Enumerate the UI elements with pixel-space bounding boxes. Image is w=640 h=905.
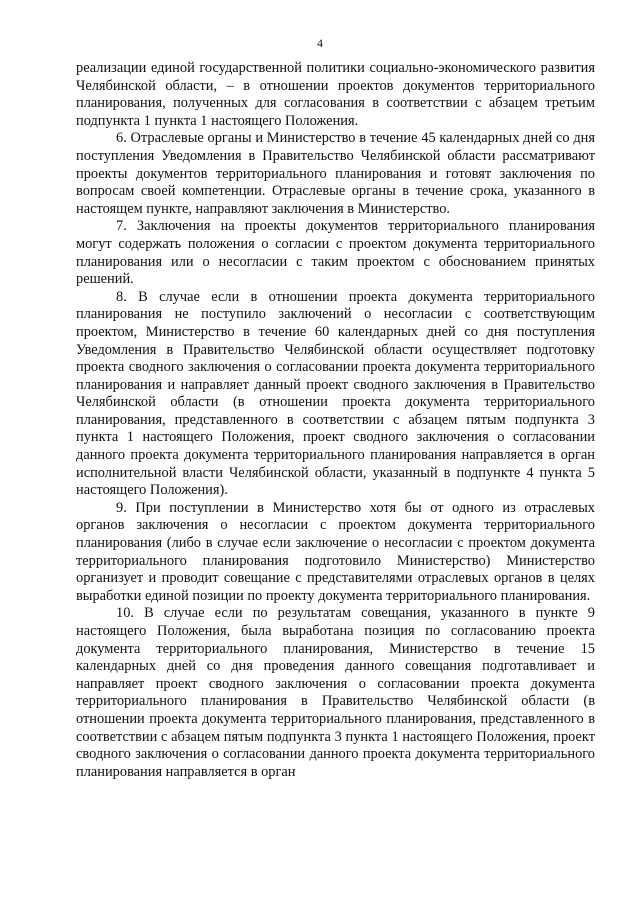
paragraph-7: 7. Заключения на проекты документов территориального планирования могут содержать положения о согласии с проектом документа территориального планирования или о несогласии с таким проектом с обоснованием принятых решений. — [76, 218, 595, 288]
page-number: 4 — [317, 36, 323, 50]
paragraph-10: 10. В случае если по результатам совещания, указанного в пункте 9 настоящего Положения, была выработана позиция по согласованию проекта документа территориального планирования, Министерство в течение 15 календарных дней со дня проведения данного совещания подготавливает и направляет проект сводного заключения о согласовании проекта документа территориального планирования в Правительство Челябинской области (в отношении проекта документа территориального планирования, представленного в соответствии с абзацем пятым подпункта 3 пункта 1 настоящего Положения, проект сводного заключения о согласовании данного проекта документа территориального планирования направляется в орган — [76, 605, 595, 780]
paragraph-continuation: реализации единой государственной политики социально-экономического развития Челябинской области, – в отношении проектов документов территориального планирования, полученных для согласования в соответствии с абзацем третьим подпункта 1 пункта 1 настоящего Положения. — [76, 60, 595, 129]
paragraph-9: 9. При поступлении в Министерство хотя бы от одного из отраслевых органов заключения о несогласии с проектом документа территориального планирования (либо в случае если заключение о несогласии с проектом документа территориального планирования подготовило Министерство) Министерство организует и проводит совещание с представителями отраслевых органов в целях выработки единой позиции по проекту документа территориального планирования. — [76, 499, 595, 604]
paragraph-6: 6. Отраслевые органы и Министерство в течение 45 календарных дней со дня поступления Уведомления в Правительство Челябинской области рассматривают проекты документов территориального планирования и готовят заключения по вопросам своей компетенции. Отраслевые органы в течение срока, указанного в настоящем пункте, направляют заключения в Министерство. — [76, 130, 595, 217]
document-body — [76, 60, 595, 781]
paragraph-8: 8. В случае если в отношении проекта документа территориального планирования не поступило заключений о несогласии с соответствующим проектом, Министерство в течение 60 календарных дней со дня поступления Уведомления в Правительство Челябинской области осуществляет подготовку проекта сводного заключения о согласовании проекта документа территориального планирования и направляет данный проект сводного заключения в Правительство Челябинской области (в отношении проекта документа территориального планирования, представленного в соответствии с абзацем пятым подпункта 3 пункта 1 настоящего Положения, проект сводного заключения о согласовании данного проекта документа территориального планирования направляется в орган исполнительной власти Челябинской области, указанный в подпункте 4 пункта 5 настоящего Положения). — [76, 288, 595, 499]
